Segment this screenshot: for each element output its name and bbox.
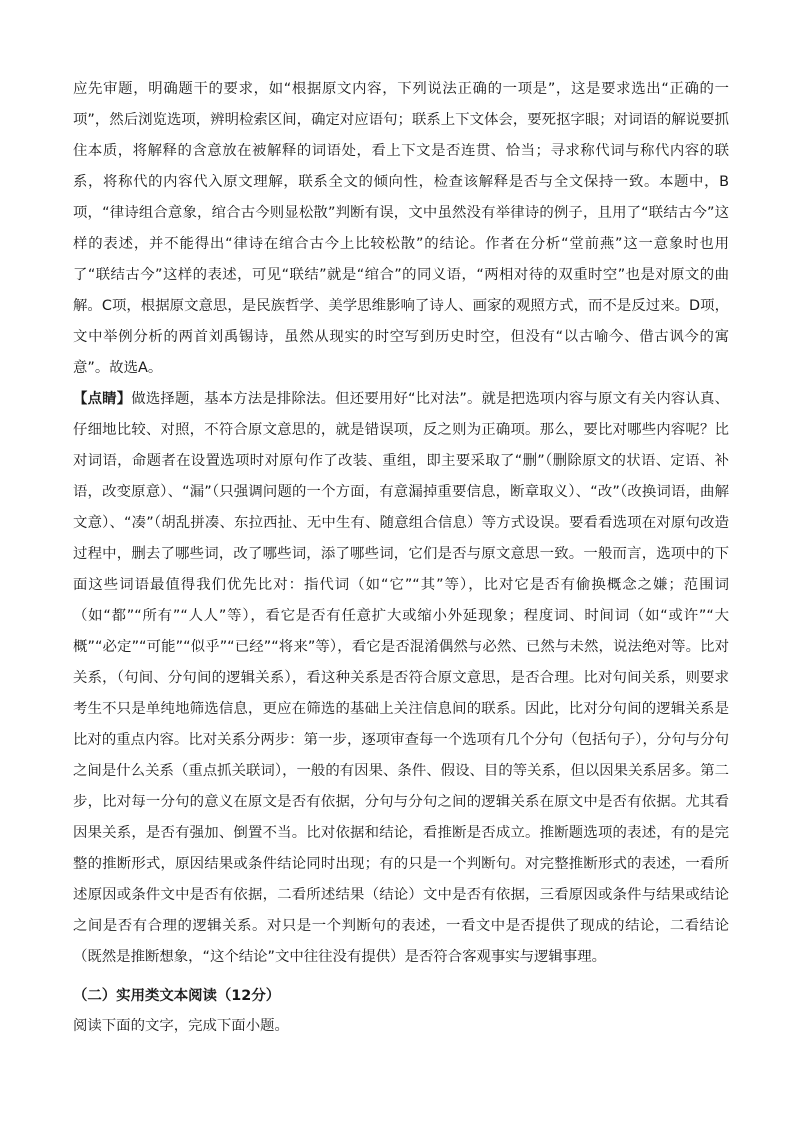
tip-body: 做选择题，基本方法是排除法。但还要用好“比对法”。就是把选项内容与原文有关内容认真、仔细地比较、对照，不符合原文意思的，就是错误项，反之则为正确项。那么，要比对哪些内容呢？比对词语，命题者在设置选项时对原句作了改装、重组，即主要采取了“删”（删除原文的状语、定语、补语，改变原意）、“漏”（只强调问题的一个方面，有意漏掉重要信息，断章取义）、“改”（改换词语，曲解文意）、“凑”（胡乱拼凑、东拉西扯、无中生有、随意组合信息）等方式设误。要看看选项在对原句改造过程中，删去了哪些词，改了哪些词，添了哪些词，它们是否与原文意思一致。一般而言，选项中的下面这些词语最值得我们优先比对：指代词（如“它”“其”等），比对它是否有偷换概念之嫌；范围词（如“都”“所有”“人人”等），看它是否有任意扩大或缩小外延现象；程度词、时间词（如“或许”“大概”“必定”“可能”“似乎”“已经”“将来”等），看它是否混淆偶然与必然、已然与未然，说法绝对等。比对关系，（句间、分句间的逻辑关系），看这种关系是否符合原文意思，是否合理。比对句间关系，则要求考生不只是单纯地筛选信息，更应在筛选的基础上关注信息间的联系。因此，比对分句间的逻辑关系是比对的重点内容。比对关系分两步：第一步，逐项审查每一个选项有几个分句（包括句子），分句与分句之间是什么关系（重点抓关联词），一般的有因果、条件、假设、目的等关系，但以因果关系居多。第二步，比对每一分句的意义在原文是否有依据，分句与分句之间的逻辑关系在原文中是否有依据。尤其看因果关系，是否有强加、倒置不当。比对依据和结论，看推断是否成立。推断题选项的表述，有的是完整的推断形式，原因结果或条件结论同时出现；有的只是一个判断句。对完整推断形式的表述，一看所述原因或条件文中是否有依据，二看所述结果（结论）文中是否有依据，三看原因或条件与结果或结论之间是否有合理的逻辑关系。对只是一个判断句的表述，一看文中是否提供了现成的结论，二看结论（既然是推断想象，“这个结论”文中往往没有提供）是否符合客观事实与逻辑事理。 [73,391,729,965]
analysis-paragraph: 应先审题，明确题干的要求，如“根据原文内容，下列说法正确的一项是”，这是要求选出“正确的一项”，然后浏览选项，辨明检索区间，确定对应语句；联系上下文体会，要死抠字眼；对词语的解说要抓住本质，将解释的含意放在被解释的词语处，看上下文是否连贯、恰当；寻求称代词与称代内容的联系，将称代的内容代入原文理解，联系全文的倾向性，检查该解释是否与全文保持一致。本题中，B项，“律诗组合意象，绾合古今则显松散”判断有误，文中虽然没有举律诗的例子，且用了“联结古今”这样的表述，并不能得出“律诗在绾合古今上比较松散”的结论。作者在分析“堂前燕”这一意象时也用了“联结古今”这样的表述，可见“联结”就是“绾合”的同义语，“两相对待的双重时空”也是对原文的曲解。C项，根据原文意思，是民族哲学、美学思维影响了诗人、画家的观照方式，而不是反过来。D项，文中举例分析的两首刘禹锡诗，虽然从现实的时空写到历史时空，但没有“以古喻今、借古讽今的寓意”。故选A。 [73,81,729,376]
tip-label: 【点睛】 [73,391,132,407]
reading-instruction: 阅读下面的文字，完成下面小题。 [73,1018,289,1034]
answer-analysis [73,74,729,973]
tip-paragraph [73,384,729,973]
section-title: （二）实用类文本阅读（12分） [73,988,281,1004]
